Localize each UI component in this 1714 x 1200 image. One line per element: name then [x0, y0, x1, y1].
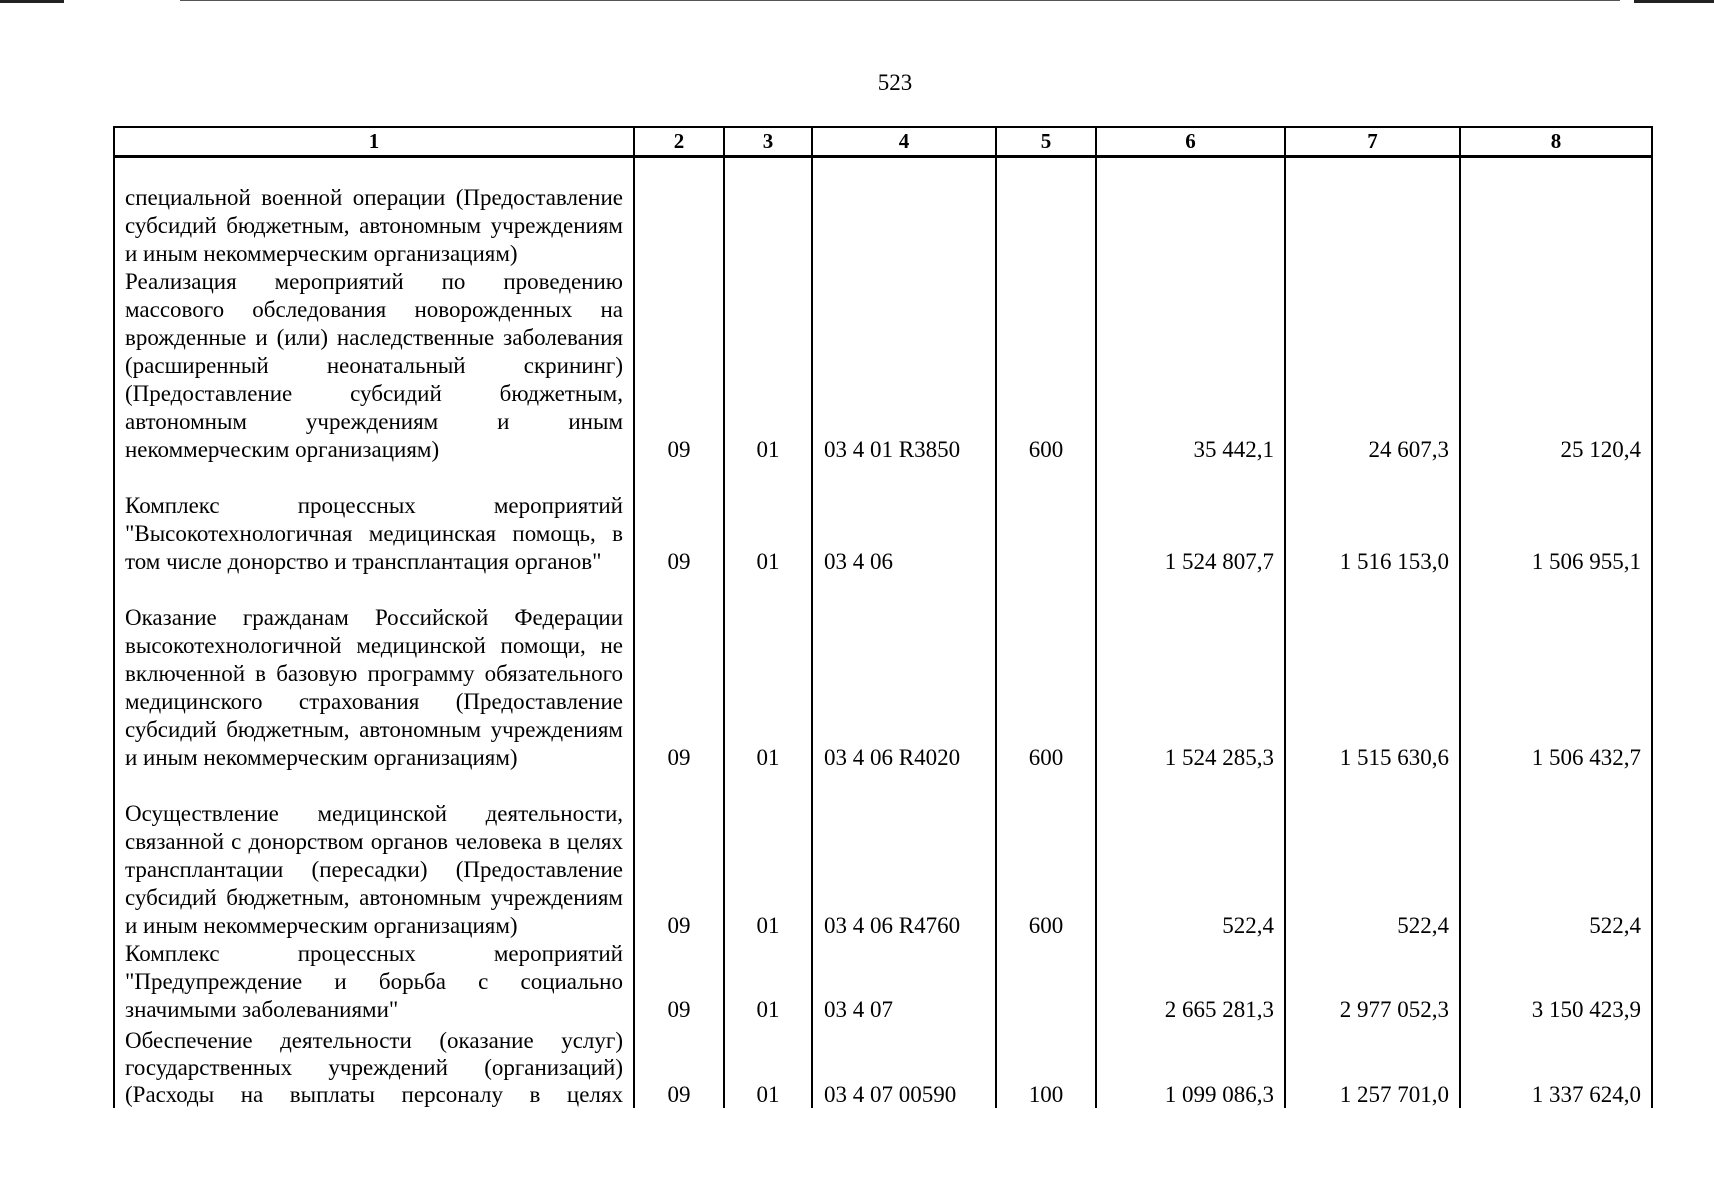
target-article-code: 03 4 06 R4760	[812, 772, 996, 940]
row-description: Комплекс процессных мероприятий "Высокотехнологичная медицинская помощь, в том числе донорство и трансплантация органов"	[114, 464, 634, 576]
row-description: Обеспечение деятельности (оказание услуг) государственных учреждений (организаций) (Расходы на выплаты персоналу в целях	[114, 1024, 634, 1108]
column-header: 7	[1285, 127, 1460, 157]
target-article-code: 03 4 07 00590	[812, 1024, 996, 1108]
table-row	[114, 940, 1652, 1024]
section-code: 09	[634, 464, 724, 576]
expense-type-code: 600	[996, 576, 1096, 772]
amount-col-8: 3 150 423,9	[1460, 940, 1652, 1024]
column-header: 1	[114, 127, 634, 157]
column-header: 2	[634, 127, 724, 157]
subsection-code	[724, 157, 812, 269]
scan-edge	[1634, 0, 1714, 3]
target-article-code: 03 4 01 R3850	[812, 268, 996, 464]
scan-edge	[0, 0, 64, 3]
amount-col-7: 1 516 153,0	[1285, 464, 1460, 576]
row-description: Оказание гражданам Российской Федерации высокотехнологичной медицинской помощи, не включенной в базовую программу обязательного медицинского страхования (Предоставление субсидий бюджетным, автономным учреждениям и иным некоммерческим организациям)	[114, 576, 634, 772]
target-article-code	[812, 157, 996, 269]
amount-col-8: 1 506 955,1	[1460, 464, 1652, 576]
section-code: 09	[634, 268, 724, 464]
amount-col-7	[1285, 157, 1460, 269]
scan-edge	[180, 0, 1620, 1]
subsection-code: 01	[724, 940, 812, 1024]
amount-col-7: 24 607,3	[1285, 268, 1460, 464]
table-header-row	[114, 127, 1652, 157]
table-row	[114, 772, 1652, 940]
amount-col-7: 1 257 701,0	[1285, 1024, 1460, 1108]
table-row	[114, 576, 1652, 772]
amount-col-7: 1 515 630,6	[1285, 576, 1460, 772]
column-header: 6	[1096, 127, 1285, 157]
target-article-code: 03 4 06	[812, 464, 996, 576]
amount-col-8: 1 337 624,0	[1460, 1024, 1652, 1108]
subsection-code: 01	[724, 464, 812, 576]
page-number: 523	[877, 70, 913, 95]
column-header: 3	[724, 127, 812, 157]
amount-col-6: 522,4	[1096, 772, 1285, 940]
amount-col-6: 35 442,1	[1096, 268, 1285, 464]
amount-col-7: 2 977 052,3	[1285, 940, 1460, 1024]
amount-col-8: 25 120,4	[1460, 268, 1652, 464]
column-header: 4	[812, 127, 996, 157]
subsection-code: 01	[724, 1024, 812, 1108]
column-header: 5	[996, 127, 1096, 157]
row-description: специальной военной операции (Предоставление субсидий бюджетным, автономным учреждениям и иным некоммерческим организациям)	[114, 157, 634, 269]
table-row	[114, 464, 1652, 576]
table-row	[114, 157, 1652, 269]
subsection-code: 01	[724, 576, 812, 772]
section-code: 09	[634, 940, 724, 1024]
section-code: 09	[634, 772, 724, 940]
amount-col-7: 522,4	[1285, 772, 1460, 940]
section-code: 09	[634, 1024, 724, 1108]
budget-table	[113, 126, 1653, 1108]
expense-type-code	[996, 157, 1096, 269]
section-code: 09	[634, 576, 724, 772]
amount-col-8: 1 506 432,7	[1460, 576, 1652, 772]
amount-col-6: 1 524 807,7	[1096, 464, 1285, 576]
expense-type-code: 600	[996, 772, 1096, 940]
column-header: 8	[1460, 127, 1652, 157]
row-description: Комплекс процессных мероприятий "Предупреждение и борьба с социально значимыми заболеваниями"	[114, 940, 634, 1024]
section-code	[634, 157, 724, 269]
target-article-code: 03 4 07	[812, 940, 996, 1024]
amount-col-8: 522,4	[1460, 772, 1652, 940]
amount-col-8	[1460, 157, 1652, 269]
row-description: Осуществление медицинской деятельности, связанной с донорством органов человека в целях трансплантации (пересадки) (Предоставление субсидий бюджетным, автономным учреждениям и иным некоммерческим организациям)	[114, 772, 634, 940]
expense-type-code: 100	[996, 1024, 1096, 1108]
expense-type-code	[996, 940, 1096, 1024]
subsection-code: 01	[724, 772, 812, 940]
target-article-code: 03 4 06 R4020	[812, 576, 996, 772]
amount-col-6	[1096, 157, 1285, 269]
amount-col-6: 2 665 281,3	[1096, 940, 1285, 1024]
row-description: Реализация мероприятий по проведению массового обследования новорожденных на врожденные и (или) наследственные заболевания (расширенный неонатальный скрининг) (Предоставление субсидий бюджетным, автономным учреждениям и иным некоммерческим организациям)	[114, 268, 634, 464]
subsection-code: 01	[724, 268, 812, 464]
amount-col-6: 1 099 086,3	[1096, 1024, 1285, 1108]
expense-type-code	[996, 464, 1096, 576]
table-row	[114, 268, 1652, 464]
amount-col-6: 1 524 285,3	[1096, 576, 1285, 772]
expense-type-code: 600	[996, 268, 1096, 464]
table-row	[114, 1024, 1652, 1108]
